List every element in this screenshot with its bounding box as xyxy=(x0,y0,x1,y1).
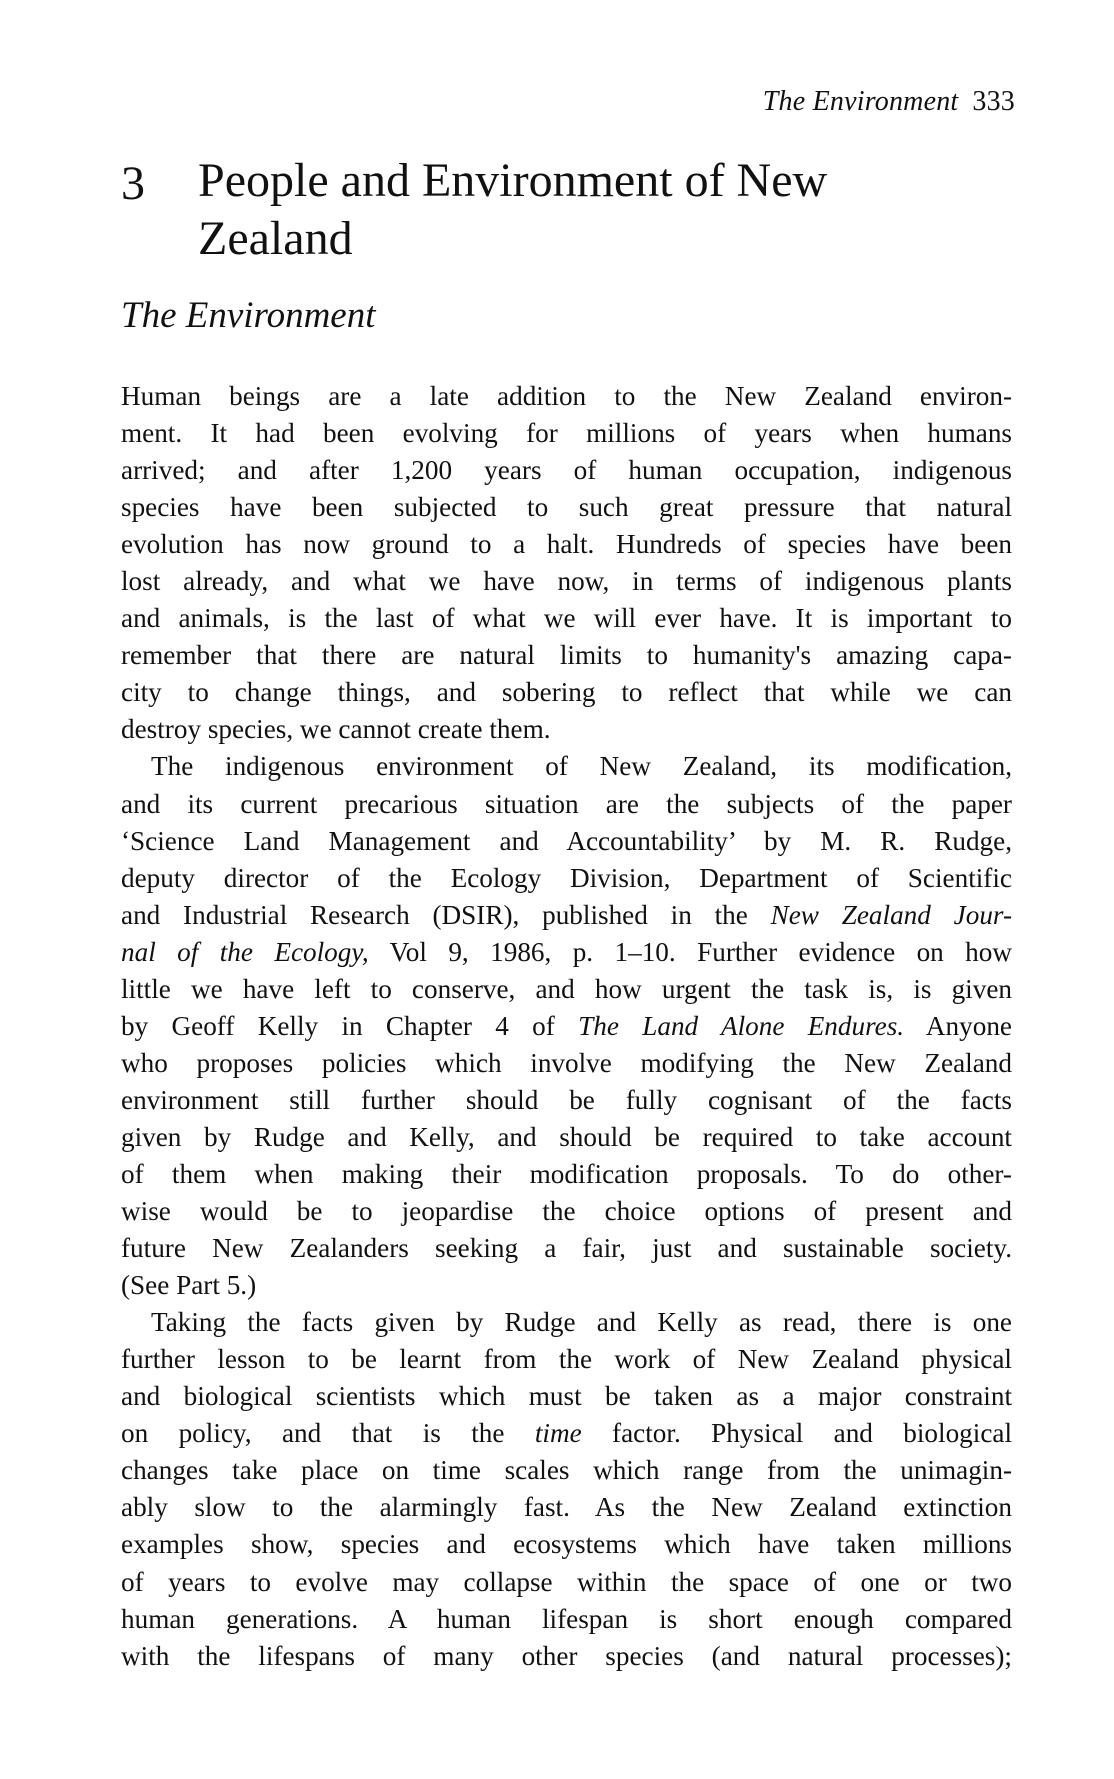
text-line: and animals, is the last of what we will ever have. It is important to xyxy=(121,603,1012,634)
text-line xyxy=(121,1415,1012,1452)
text-span: Vol 9, 1986, p. 1–10. Further evidence on how xyxy=(368,936,1012,967)
text-line: evolution has now ground to a halt. Hundreds of species have been xyxy=(121,529,1012,560)
text-line: further lesson to be learnt from the work of New Zealand physical xyxy=(121,1344,1012,1375)
chapter-title: People and Environment of New Zealand xyxy=(198,154,828,265)
text-line: Taking the facts given by Rudge and Kelly as read, there is one xyxy=(151,1307,1012,1338)
text-span: Anyone xyxy=(904,1010,1012,1041)
journal-title: New Zealand Jour- xyxy=(770,899,1013,930)
text-line: remember that there are natural limits to humanity's amazing capa- xyxy=(121,640,1012,671)
text-span: and Industrial Research (DSIR), published in the xyxy=(121,899,771,930)
text-line: examples show, species and ecosystems which have taken millions xyxy=(121,1529,1012,1560)
text-line: and biological scientists which must be taken as a major constraint xyxy=(121,1381,1012,1412)
text-span: on policy, and that is the xyxy=(121,1418,535,1449)
emphasis-word: time xyxy=(534,1418,582,1449)
text-line: city to change things, and sobering to reflect that while we can xyxy=(121,677,1012,708)
text-line: with the lifespans of many other species (and natural processes); xyxy=(121,1640,1012,1671)
text-line: wise would be to jeopardise the choice options of present and xyxy=(121,1196,1012,1227)
running-header xyxy=(763,88,1015,116)
chapter-number: 3 xyxy=(121,157,145,210)
text-line xyxy=(121,934,1012,971)
text-line xyxy=(121,1008,1012,1045)
text-line: ably slow to the alarmingly fast. As the New Zealand extinction xyxy=(121,1492,1012,1523)
book-title: The Land Alone Endures. xyxy=(578,1010,905,1041)
running-title: The Environment xyxy=(762,86,959,117)
text-line: (See Part 5.) xyxy=(121,1270,257,1301)
text-line: future New Zealanders seeking a fair, just and sustainable society. xyxy=(121,1233,1012,1264)
page-number: 333 xyxy=(972,86,1015,117)
text-line: and its current precarious situation are the subjects of the paper xyxy=(121,788,1012,819)
text-line: human generations. A human lifespan is short enough compared xyxy=(121,1603,1012,1634)
text-line xyxy=(121,897,1012,934)
text-line: given by Rudge and Kelly, and should be required to take account xyxy=(121,1121,1012,1152)
journal-title-cont: nal of the Ecology, xyxy=(121,936,369,967)
text-line: deputy director of the Ecology Division, Department of Scientific xyxy=(121,862,1012,893)
body-text xyxy=(121,378,1012,1675)
text-line: of years to evolve may collapse within the space of one or two xyxy=(121,1566,1012,1597)
section-heading: The Environment xyxy=(121,295,376,336)
text-line: lost already, and what we have now, in terms of indigenous plants xyxy=(121,566,1012,597)
text-line: species have been subjected to such great pressure that natural xyxy=(121,492,1012,523)
text-span: factor. Physical and biological xyxy=(581,1418,1013,1449)
text-line: destroy species, we cannot create them. xyxy=(121,714,551,745)
text-line: of them when making their modification proposals. To do other- xyxy=(121,1158,1012,1189)
text-line: ‘Science Land Management and Accountability’ by M. R. Rudge, xyxy=(121,825,1012,856)
text-line: arrived; and after 1,200 years of human occupation, indigenous xyxy=(121,455,1012,486)
text-line: ment. It had been evolving for millions of years when humans xyxy=(121,418,1012,449)
text-line: The indigenous environment of New Zealand, its modification, xyxy=(151,751,1012,782)
text-line: changes take place on time scales which range from the unimagin- xyxy=(121,1455,1012,1486)
text-line: who proposes policies which involve modifying the New Zealand xyxy=(121,1047,1012,1078)
text-span: by Geoff Kelly in Chapter 4 of xyxy=(121,1010,579,1041)
text-line: little we have left to conserve, and how urgent the task is, is given xyxy=(121,973,1012,1004)
text-line: Human beings are a late addition to the New Zealand environ- xyxy=(121,381,1012,411)
text-line: environment still further should be fully cognisant of the facts xyxy=(121,1084,1012,1115)
